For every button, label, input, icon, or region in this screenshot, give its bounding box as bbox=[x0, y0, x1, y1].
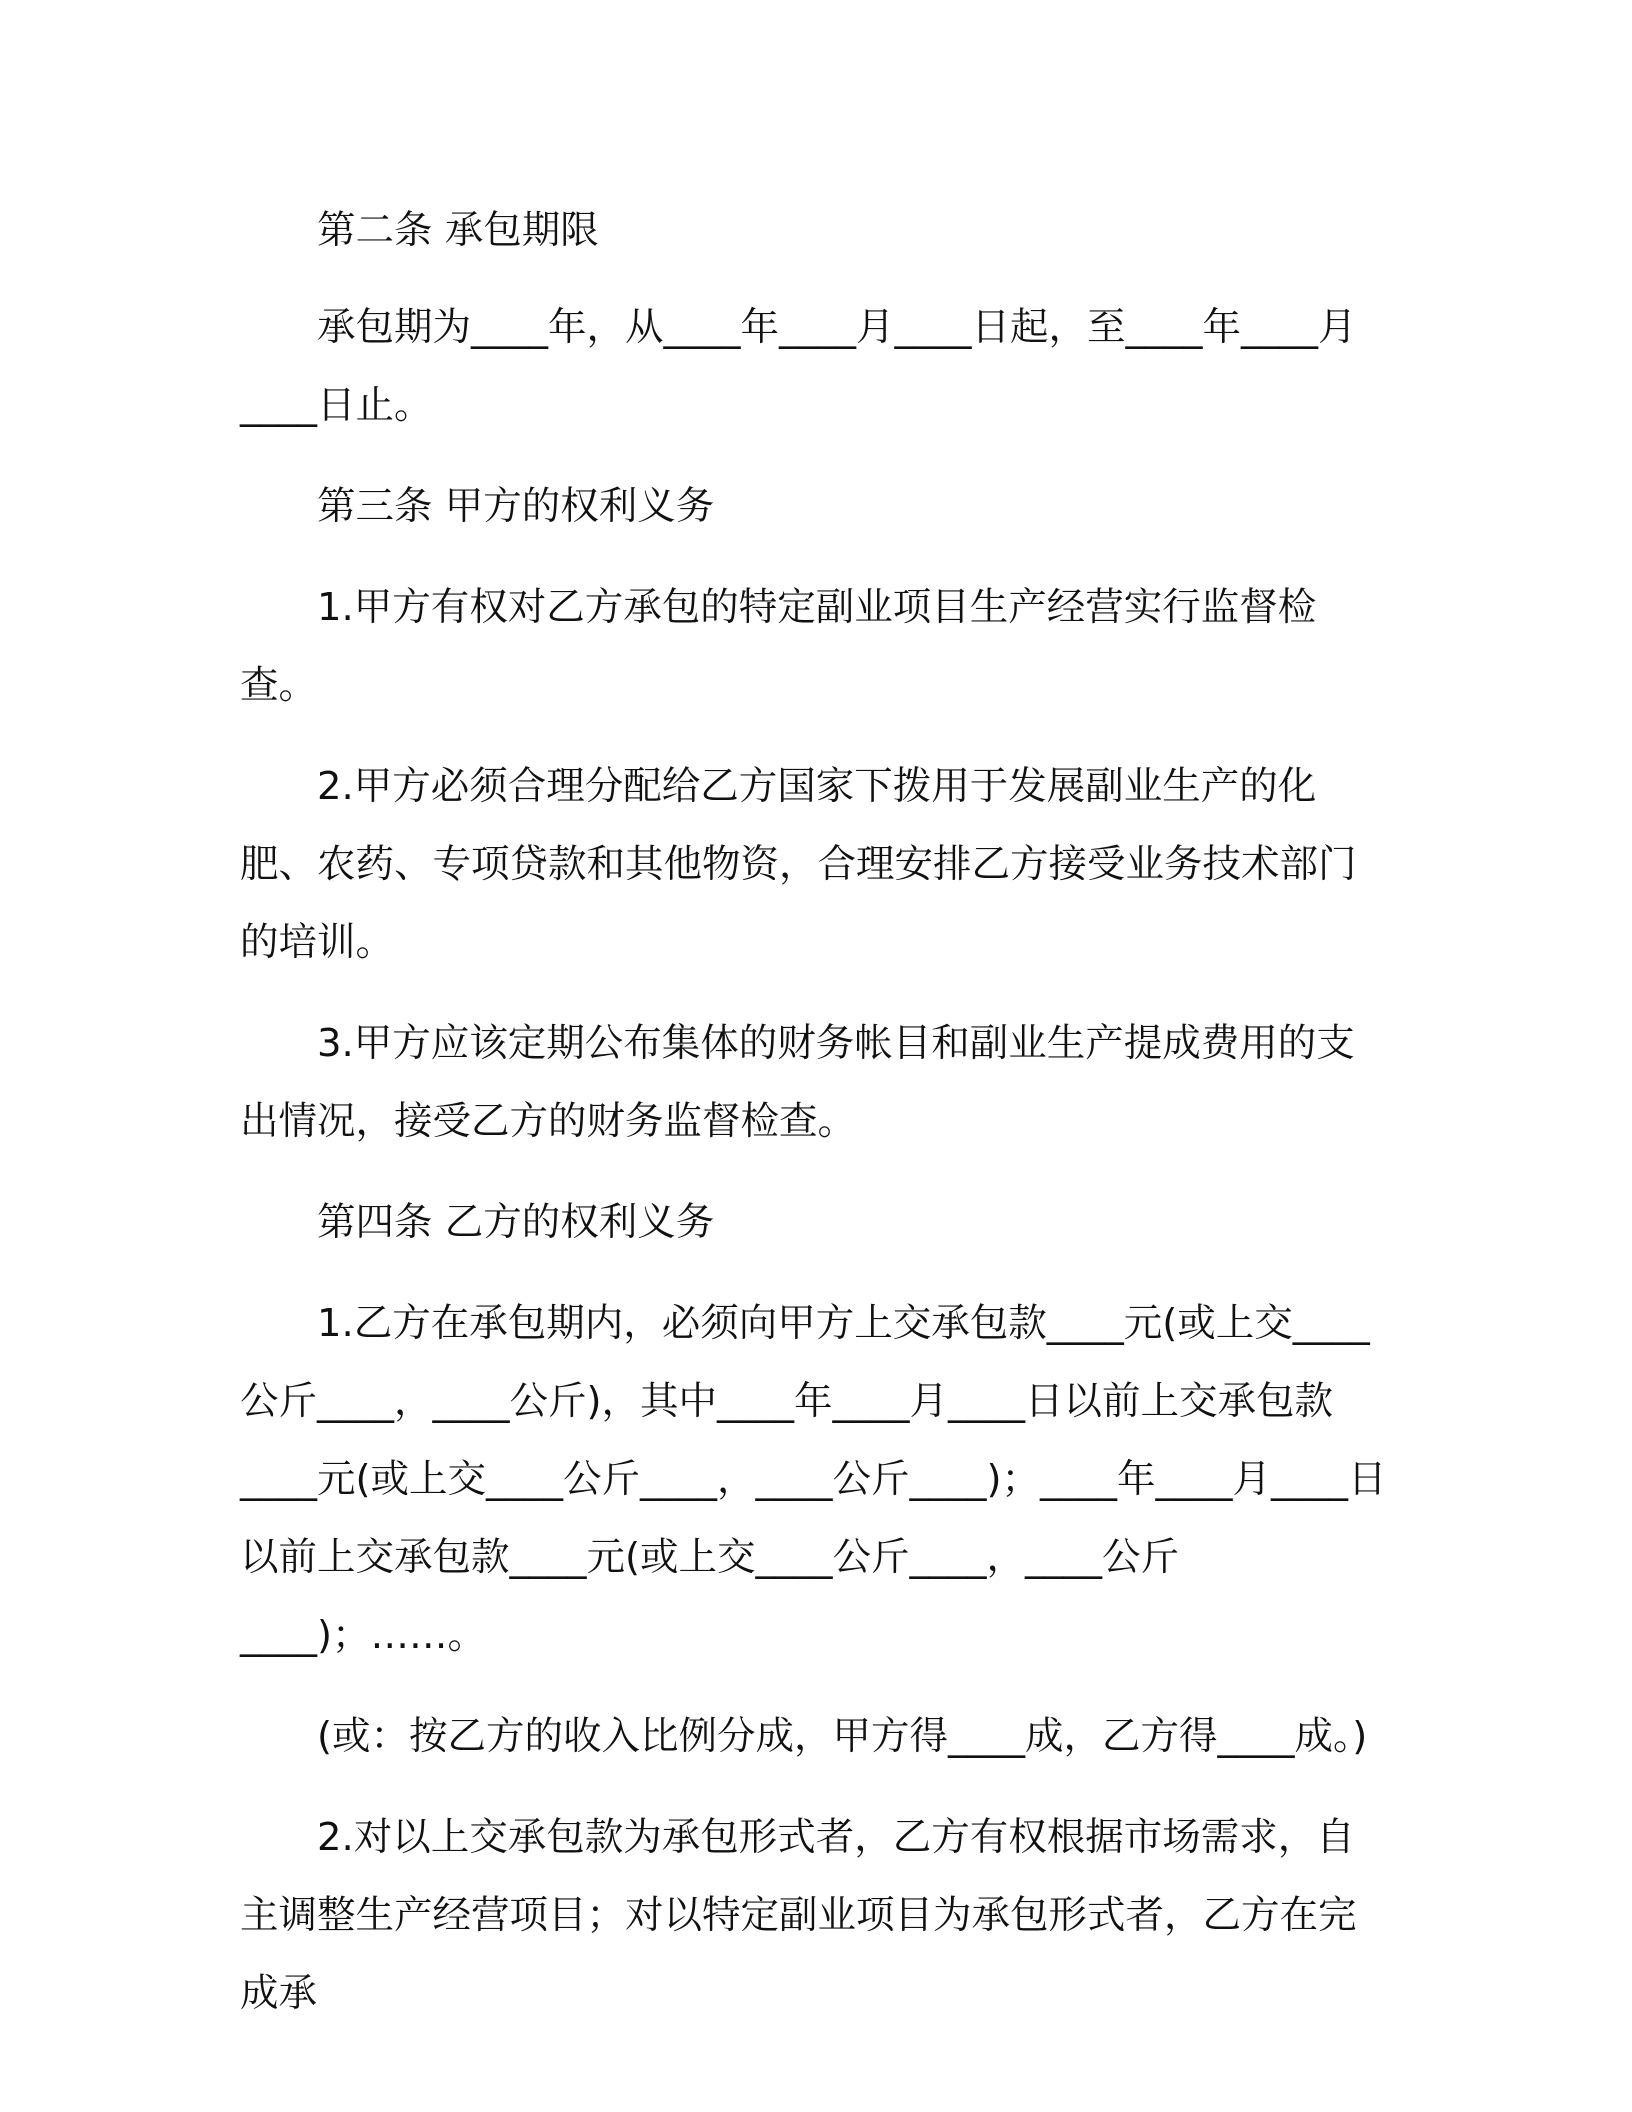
article-3-clause-2: 2.甲方必须合理分配给乙方国家下拨用于发展副业生产的化肥、农药、专项贷款和其他物资，合理安排乙方接受业务技术部门的培训。 bbox=[240, 764, 1357, 965]
article-3-clause-3: 3.甲方应该定期公布集体的财务帐目和副业生产提成费用的支出情况，接受乙方的财务监督检查。 bbox=[240, 1021, 1355, 1144]
article-4-clause-1: 1.乙方在承包期内，必须向甲方上交承包款____元(或上交____公斤____，____公斤)，其中____年____月____日以前上交承包款____元(或上交____公斤____，____公斤____)；____年____月____日以前上交承包款____元(或上交____公斤____，____公斤____)；……。 bbox=[240, 1301, 1387, 1658]
article-3-clause-1: 1.甲方有权对乙方承包的特定副业项目生产经营实行监督检查。 bbox=[240, 585, 1317, 708]
article-4-clause-1-alternative: (或：按乙方的收入比例分成，甲方得____成，乙方得____成。) bbox=[317, 1714, 1368, 1759]
article-2-term-paragraph: 承包期为____年，从____年____月____日起，至____年____月____日止。 bbox=[240, 305, 1357, 428]
article-2-heading: 第二条 承包期限 bbox=[317, 208, 599, 253]
article-3-heading: 第三条 甲方的权利义务 bbox=[317, 484, 715, 529]
article-4-heading: 第四条 乙方的权利义务 bbox=[317, 1200, 715, 1245]
article-4-clause-2: 2.对以上交承包款为承包形式者，乙方有权根据市场需求，自主调整生产经营项目；对以特定副业项目为承包形式者，乙方在完成承 bbox=[240, 1815, 1357, 2016]
document-body bbox=[240, 192, 1392, 2033]
